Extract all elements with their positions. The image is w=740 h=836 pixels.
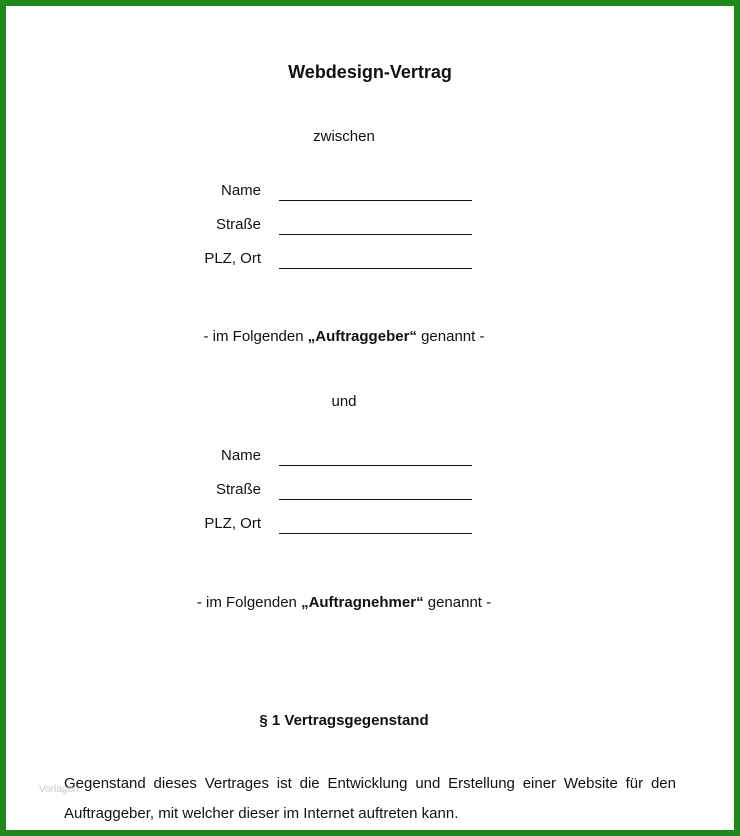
blank-line xyxy=(279,499,472,500)
party2-city-field[interactable] xyxy=(156,515,476,537)
section-paragraph: Gegenstand dieses Vertrages ist die Entwicklung und Erstellung einer Website für den Auftraggeber, mit welcher dieser im Internet auftreten kann. xyxy=(64,775,676,822)
field-label: Straße xyxy=(215,216,261,233)
field-label: Name xyxy=(220,182,261,199)
and-text: und xyxy=(331,393,357,410)
blank-line xyxy=(279,234,472,235)
role-prefix: - im Folgenden xyxy=(203,328,308,345)
party2-role-line xyxy=(6,594,682,611)
role-prefix: - im Folgenden xyxy=(196,594,302,611)
section-heading: § 1 Vertragsgegenstand xyxy=(259,712,429,729)
role-name-contractor: „Auftragnehmer“ xyxy=(301,594,424,611)
watermark: Vorlagen xyxy=(39,784,79,795)
field-label: Straße xyxy=(215,481,261,498)
document-title: Webdesign-Vertrag xyxy=(288,62,452,82)
party1-role-line xyxy=(6,328,682,345)
blank-line xyxy=(279,465,472,466)
role-suffix: genannt - xyxy=(416,328,485,345)
role-name-client: „Auftraggeber“ xyxy=(307,328,417,345)
party2-street-field[interactable] xyxy=(156,481,476,503)
blank-line xyxy=(279,200,472,201)
blank-line xyxy=(279,268,472,269)
field-label: Name xyxy=(220,447,261,464)
party2-name-field[interactable] xyxy=(156,447,476,469)
role-suffix: genannt - xyxy=(423,594,492,611)
between-text: zwischen xyxy=(313,128,375,145)
field-label: PLZ, Ort xyxy=(204,250,261,267)
blank-line xyxy=(279,533,472,534)
party1-city-field[interactable] xyxy=(156,250,476,272)
field-label: PLZ, Ort xyxy=(204,515,261,532)
party1-street-field[interactable] xyxy=(156,216,476,238)
party1-name-field[interactable] xyxy=(156,182,476,204)
